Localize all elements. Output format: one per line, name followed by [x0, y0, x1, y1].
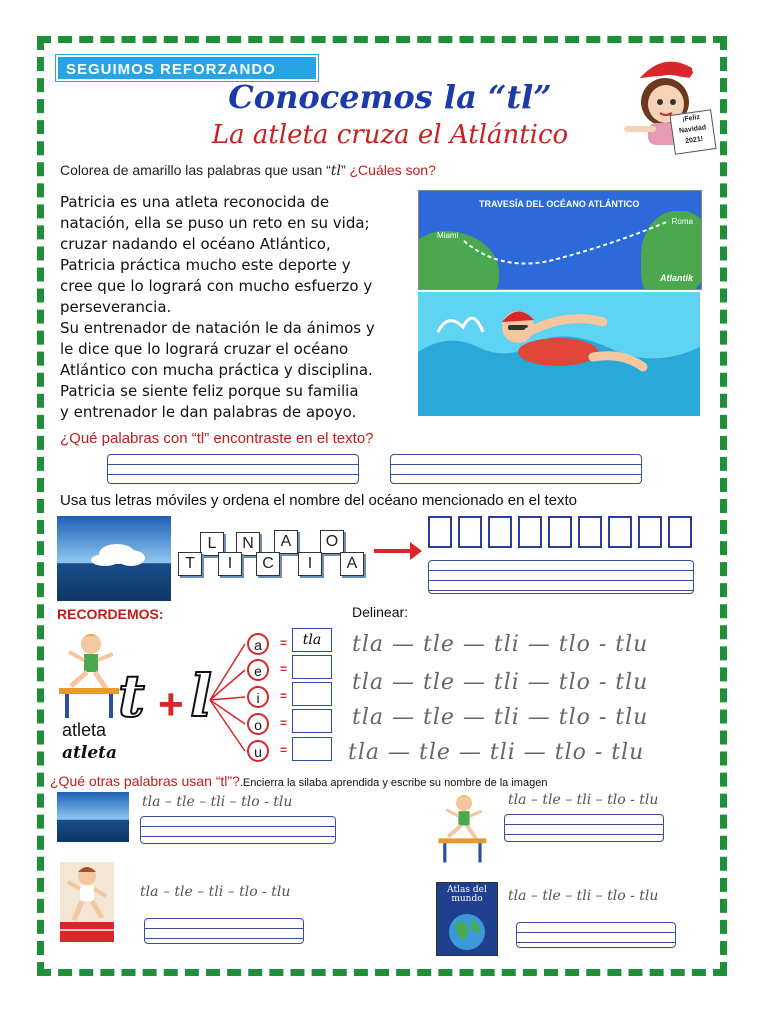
map-title: TRAVESÍA DEL OCÉANO ATLÁNTICO	[479, 199, 640, 209]
holiday-sign-line-2: Navidad	[678, 124, 707, 135]
answer-line[interactable]	[516, 922, 676, 948]
delinear-heading: Delinear:	[352, 604, 409, 620]
equals-sign: =	[280, 689, 288, 703]
letter-box[interactable]	[458, 516, 482, 548]
syllable-box[interactable]	[292, 682, 332, 706]
exercise-trace: tla – tle – tli – tlo - tlu	[508, 792, 659, 808]
letter-tile[interactable]: N	[236, 532, 260, 556]
question-other-words	[50, 773, 547, 789]
letter-box[interactable]	[608, 516, 632, 548]
story-line: natación, ella se puso un reto en su vida;	[60, 214, 370, 232]
red-arrow-shaft	[374, 549, 414, 553]
trace-line: tla — tle — tli — tlo - tlu	[352, 670, 649, 695]
ocean-photo	[57, 516, 171, 601]
answer-line[interactable]	[140, 816, 336, 844]
holiday-sign	[669, 109, 716, 154]
syllable-box[interactable]	[292, 709, 332, 733]
story-line: le dice que lo logrará cruzar el océano	[60, 340, 349, 358]
syllable-box[interactable]	[292, 737, 332, 761]
syllable-box[interactable]	[292, 655, 332, 679]
equals-sign: =	[280, 662, 288, 676]
letter-tile[interactable]: A	[340, 552, 364, 576]
vowel-e: e	[247, 659, 269, 681]
letter-box[interactable]	[428, 516, 452, 548]
section-badge: SEGUIMOS REFORZANDO	[56, 55, 318, 81]
map-city-miami: Miami	[437, 231, 459, 240]
trace-line: tla — tle — tli — tlo - tlu	[348, 740, 645, 765]
vowel-o: o	[247, 713, 269, 735]
story-line: Patricia práctica mucho este deporte y	[60, 256, 351, 274]
exercise-ocean-photo	[57, 792, 129, 842]
letter-tile[interactable]: I	[298, 552, 322, 576]
big-plus-sign: +	[158, 680, 184, 729]
letter-tile[interactable]: I	[218, 552, 242, 576]
cloud-shape	[57, 516, 171, 601]
big-letter-t: t	[118, 662, 145, 730]
exercise-trace: tla – tle – tli – tlo - tlu	[140, 884, 291, 900]
swimmer-image	[418, 292, 700, 416]
equals-sign: =	[280, 716, 288, 730]
story-line: y entrenador le dan palabras de apoyo.	[60, 403, 357, 421]
vowel-u: u	[247, 740, 269, 762]
letter-box[interactable]	[518, 516, 542, 548]
question-ocean-name: Usa tus letras móviles y ordena el nombre del océano mencionado en el texto	[60, 492, 577, 509]
page-subtitle: La atleta cruza el Atlántico	[211, 120, 569, 150]
atleta-print-label: atleta	[62, 720, 107, 740]
story-line: Patricia es una atleta reconocida de	[60, 193, 330, 211]
story-line: cree que lo logrará con mucho esfuerzo y	[60, 277, 373, 295]
story-line: Su entrenador de natación le da ánimos y	[60, 319, 375, 337]
answer-line[interactable]	[428, 560, 694, 594]
story-line: Patricia se siente feliz porque su familia	[60, 382, 359, 400]
coloring-instruction	[60, 162, 436, 179]
letter-box[interactable]	[668, 516, 692, 548]
atlas-book-title: Atlas del mundo	[447, 885, 487, 904]
letter-tile[interactable]: A	[274, 530, 298, 554]
answer-line[interactable]	[504, 814, 664, 842]
instruction-question: ¿Cuáles son?	[349, 162, 436, 178]
instruction-text: Colorea de amarillo las palabras que usan “	[60, 162, 331, 178]
story-text	[60, 192, 415, 423]
syllable-box[interactable]: tla	[292, 628, 332, 652]
story-line: cruzar nadando el océano Atlántico,	[60, 235, 331, 253]
question-tl-words: ¿Qué palabras con “tl” encontraste en el texto?	[60, 430, 374, 447]
trace-line: tla — tle — tli — tlo - tlu	[352, 632, 649, 657]
equals-sign: =	[280, 743, 288, 757]
story-line: perseverancia.	[60, 298, 172, 316]
answer-line[interactable]	[107, 454, 359, 484]
page-title: Conocemos la “tl”	[228, 78, 552, 116]
trace-line: tla — tle — tli — tlo - tlu	[352, 705, 649, 730]
letter-box[interactable]	[638, 516, 662, 548]
letter-box[interactable]	[488, 516, 512, 548]
instruction-close-quote: ”	[340, 162, 350, 178]
red-arrow-head	[410, 542, 422, 560]
holiday-sign-line-1: ¡Feliz	[681, 113, 701, 124]
globe-icon	[437, 904, 497, 956]
athlete-hurdle-illustration	[57, 630, 125, 720]
answer-line[interactable]	[390, 454, 642, 484]
vowel-a: a	[247, 633, 269, 655]
letter-box[interactable]	[578, 516, 602, 548]
exercise-runner-illustration	[60, 862, 114, 942]
question-other-words-instruction: .Encierra la silaba aprendida y escribe su nombre de la imagen	[239, 777, 548, 789]
map-brand: Atlantik	[659, 273, 693, 283]
question-other-words-main: ¿Qué otras palabras usan “tl”?	[50, 773, 240, 789]
equals-sign: =	[280, 636, 288, 650]
instruction-tl: tl	[330, 163, 341, 179]
exercise-trace: tla – tle – tli – tlo - tlu	[508, 888, 659, 904]
vowel-i: i	[247, 686, 269, 708]
story-line: Atlántico con mucha práctica y disciplina.	[60, 361, 373, 379]
letter-tile[interactable]: T	[178, 552, 202, 576]
big-letter-l: l	[190, 662, 213, 730]
atleta-cursive-label: atleta	[62, 743, 118, 763]
exercise-athlete-illustration	[436, 792, 492, 864]
map-city-roma: Roma	[671, 217, 693, 226]
letter-box[interactable]	[548, 516, 572, 548]
letter-tile[interactable]: O	[320, 530, 344, 554]
recordemos-heading: RECORDEMOS:	[57, 606, 164, 622]
route-line	[419, 191, 701, 289]
exercise-trace: tla – tle – tli – tlo - tlu	[142, 794, 293, 810]
atlantic-map-image	[418, 190, 702, 290]
holiday-sign-line-3: 2021!	[684, 135, 704, 146]
exercise-atlas-book	[436, 882, 498, 956]
letter-tile[interactable]: C	[256, 552, 280, 576]
answer-line[interactable]	[144, 918, 304, 944]
letter-tile[interactable]: L	[200, 532, 224, 556]
